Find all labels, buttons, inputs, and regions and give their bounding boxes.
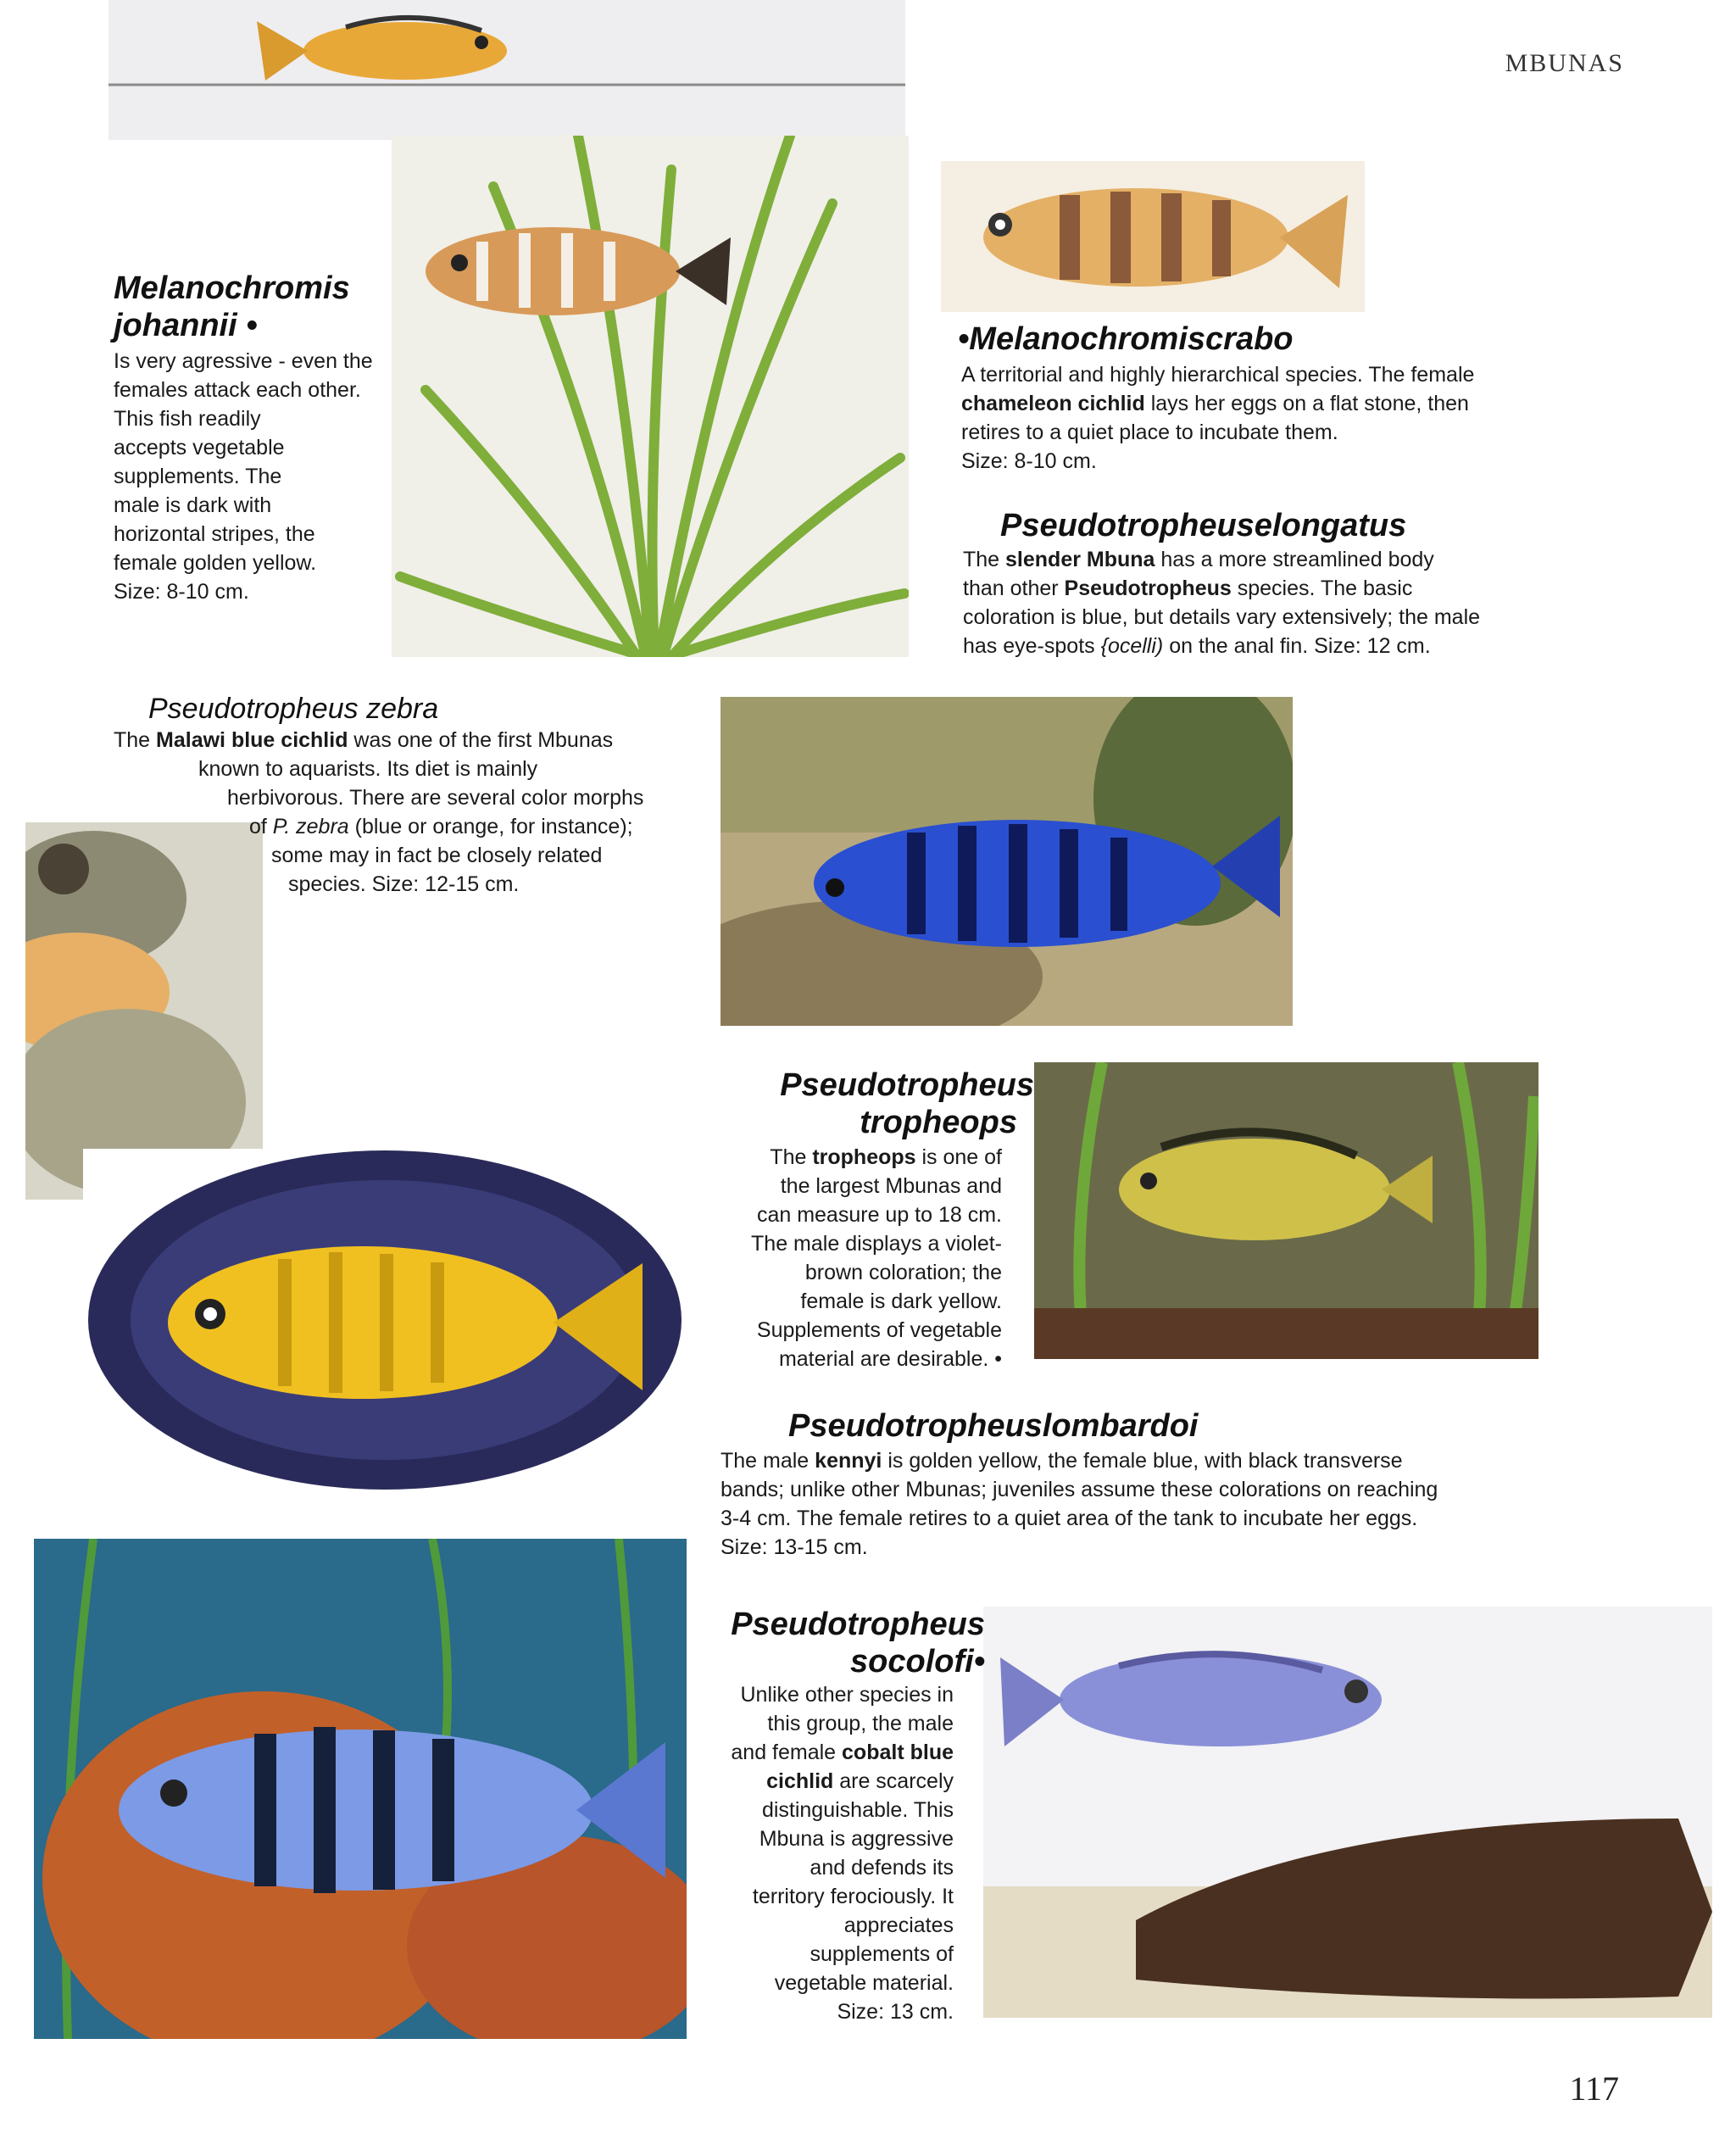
body-line	[963, 632, 1641, 660]
common-name-cichlid: cichlid	[766, 1769, 834, 1793]
photo-tropheops-yellow	[83, 1149, 687, 1492]
body-line: some may in fact be closely related	[271, 844, 603, 867]
body-line: Size: 8-10 cm.	[114, 580, 249, 604]
body-text: has a more streamlined body	[1155, 548, 1434, 571]
body-line	[114, 812, 682, 841]
body-line: appreciates	[843, 1913, 954, 1937]
body-line	[721, 1446, 1534, 1475]
body-line: horizontal stripes, the	[114, 522, 315, 546]
body-text: has eye-spots	[963, 634, 1101, 658]
running-header: MBUNAS	[1505, 49, 1624, 77]
body-tropheops	[721, 1143, 1002, 1373]
photo-socolofi	[983, 1607, 1712, 2018]
body-socolofi	[695, 1680, 954, 2026]
title-tropheops	[746, 1067, 1034, 1141]
body-line: Size: 13 cm.	[837, 2000, 954, 2024]
body-elongatus	[963, 545, 1641, 660]
body-line: A territorial and highly hierarchical species. The female	[961, 363, 1475, 387]
body-line: 3-4 cm. The female retires to a quiet area of the tank to incubate her eggs.	[721, 1507, 1418, 1530]
photo-lombardoi	[34, 1539, 687, 2039]
body-line: coloration is blue, but details vary extensively; the male	[963, 605, 1481, 629]
body-line: species. Size: 12-15 cm.	[288, 872, 520, 896]
body-line: brown coloration; the	[804, 1261, 1002, 1284]
body-lombardoi	[721, 1446, 1534, 1562]
body-line: known to aquarists. Its diet is mainly	[198, 757, 538, 781]
body-line: vegetable material.	[774, 1971, 954, 1995]
photo-johannii-plants	[392, 136, 909, 657]
common-name-chameleon-cichlid: chameleon cichlid	[961, 392, 1145, 415]
title-socolofi	[695, 1606, 985, 1680]
body-line: female golden yellow.	[114, 551, 317, 575]
body-text: The	[770, 1145, 813, 1169]
term-ocelli: {ocelli)	[1100, 634, 1164, 658]
body-zebra	[114, 726, 682, 899]
body-line: Unlike other species in	[740, 1683, 954, 1707]
body-line: and defends its	[810, 1856, 954, 1880]
body-johannii	[114, 347, 393, 606]
page-number: 117	[1569, 2069, 1619, 2108]
body-text: than other	[963, 576, 1065, 600]
body-line: can measure up to 18 cm.	[756, 1203, 1002, 1227]
body-line: Is very agressive - even the	[114, 349, 373, 373]
body-line: females attack each other.	[114, 378, 361, 402]
title-tropheops-line2: tropheops	[860, 1105, 1017, 1140]
body-line: Size: 13-15 cm.	[721, 1535, 868, 1559]
body-line	[695, 1767, 954, 1796]
title-johannii-line2: johannii •	[114, 308, 258, 343]
body-line	[114, 726, 682, 755]
body-text: of	[249, 815, 273, 838]
body-line	[963, 545, 1641, 574]
title-socolofi-line2: socolofi•	[850, 1644, 985, 1679]
body-line: supplements. The	[114, 465, 282, 488]
body-line: material are desirable. •	[778, 1347, 1002, 1371]
body-text: on the anal fin. Size: 12 cm.	[1163, 634, 1431, 658]
body-text: is golden yellow, the female blue, with black transverse	[882, 1449, 1403, 1473]
photo-tropheops-tank	[1034, 1062, 1538, 1359]
photo-crabo	[941, 161, 1365, 312]
title-lombardoi: Pseudotropheuslombardoi	[788, 1408, 1199, 1444]
body-text: species. The basic	[1231, 576, 1413, 600]
body-line: supplements of	[810, 1942, 954, 1966]
common-name-slender-mbuna: slender Mbuna	[1005, 548, 1155, 571]
body-text: The	[114, 728, 157, 752]
body-text: are scarcely	[833, 1769, 954, 1793]
title-crabo: •Melanochromiscrabo	[958, 321, 1294, 357]
body-line: territory ferociously. It	[752, 1885, 954, 1908]
body-line: herbivorous. There are several color morphs	[227, 786, 644, 810]
body-text: The male	[721, 1449, 815, 1473]
body-line: accepts vegetable	[114, 436, 285, 460]
common-name-kennyi: kennyi	[815, 1449, 882, 1473]
body-line: bands; unlike other Mbunas; juveniles assume these colorations on reaching	[721, 1478, 1438, 1501]
body-line: Mbuna is aggressive	[759, 1827, 954, 1851]
body-line: male is dark with	[114, 493, 272, 517]
title-zebra: Pseudotropheus zebra	[148, 693, 439, 725]
body-text: and female	[731, 1741, 843, 1764]
body-line: distinguishable. This	[761, 1798, 954, 1822]
title-socolofi-line1: Pseudotropheus	[731, 1607, 985, 1642]
body-line	[961, 389, 1572, 418]
body-line	[695, 1738, 954, 1767]
title-johannii	[114, 270, 350, 344]
common-name-tropheops: tropheops	[812, 1145, 916, 1169]
title-johannii-line1: Melanochromis	[114, 270, 350, 306]
common-name-malawi-blue-cichlid: Malawi blue cichlid	[156, 728, 348, 752]
body-line: this group, the male	[767, 1712, 954, 1735]
body-line: The male displays a violet-	[751, 1232, 1002, 1256]
body-line: retires to a quiet place to incubate them.	[961, 421, 1338, 444]
body-line: Size: 8-10 cm.	[961, 449, 1097, 473]
body-line: This fish readily	[114, 407, 261, 431]
title-tropheops-line1: Pseudotropheus	[780, 1067, 1034, 1103]
body-line	[721, 1143, 1002, 1172]
title-elongatus: Pseudotropheuselongatus	[1000, 508, 1407, 543]
common-name-cobalt-blue: cobalt blue	[842, 1741, 954, 1764]
body-text: lays her eggs on a flat stone, then	[1144, 392, 1469, 415]
photo-yellow-fish-top	[108, 0, 905, 140]
photo-zebra-blue	[721, 697, 1293, 1026]
body-crabo	[961, 360, 1572, 476]
body-line: Supplements of vegetable	[756, 1318, 1002, 1342]
body-text: (blue or orange, for instance);	[348, 815, 633, 838]
body-line: female is dark yellow.	[800, 1289, 1002, 1313]
species-abbrev: P. zebra	[272, 815, 349, 838]
body-text: The	[963, 548, 1006, 571]
body-text: is one of	[915, 1145, 1002, 1169]
body-text: was one of the first Mbunas	[348, 728, 614, 752]
body-line: the largest Mbunas and	[780, 1174, 1002, 1198]
genus-name: Pseudotropheus	[1064, 576, 1232, 600]
body-line	[963, 574, 1641, 603]
